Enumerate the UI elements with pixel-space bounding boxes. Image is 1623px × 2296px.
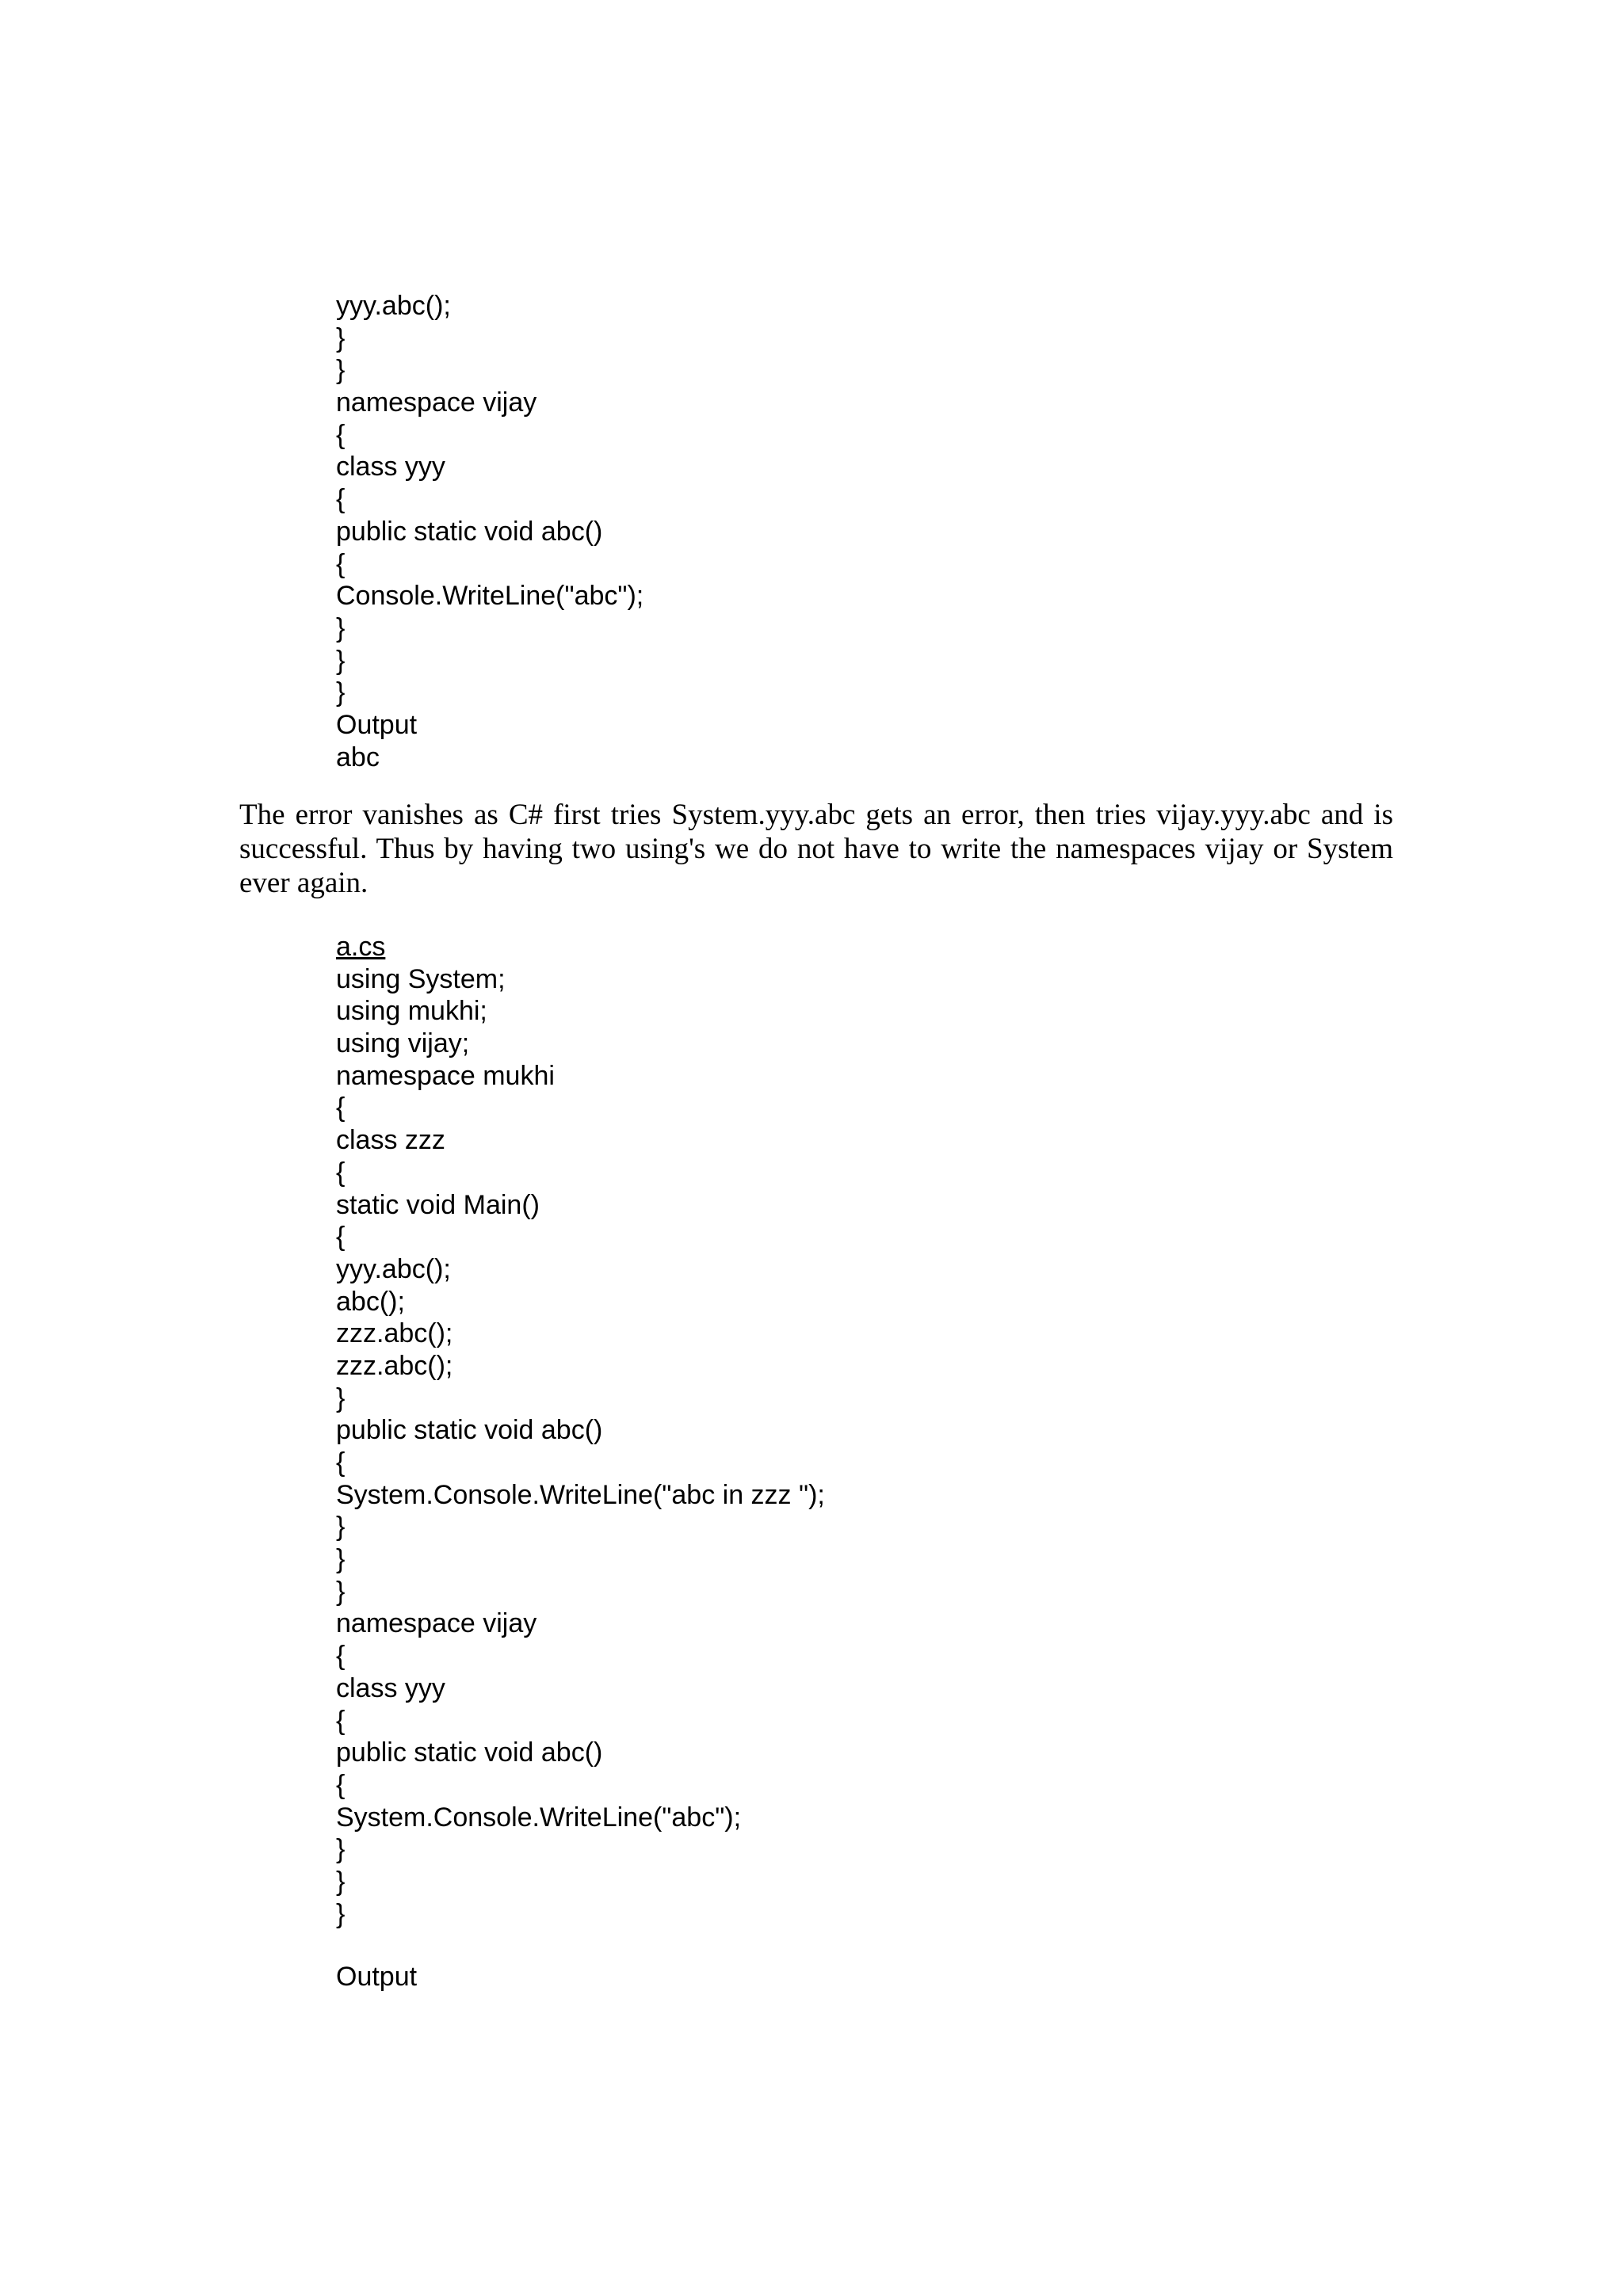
output-heading: Output <box>336 709 418 740</box>
code-line: yyy.abc(); <box>336 1253 451 1284</box>
code-listing-continued <box>336 290 643 773</box>
code-line: } <box>336 645 346 676</box>
code-line: { <box>336 1157 346 1188</box>
file-name-heading: a.cs <box>336 932 386 962</box>
code-line: namespace vijay <box>336 387 537 418</box>
code-line: System.Console.WriteLine("abc in zzz "); <box>336 1479 825 1510</box>
code-line: using mukhi; <box>336 996 487 1027</box>
code-line: } <box>336 355 346 386</box>
code-line: using System; <box>336 963 506 994</box>
code-line: { <box>336 1222 346 1253</box>
code-line: { <box>336 1705 346 1736</box>
code-line: } <box>336 1383 346 1413</box>
code-line: } <box>336 1544 346 1575</box>
code-line: class yyy <box>336 452 445 482</box>
code-line: { <box>336 548 346 579</box>
code-line: { <box>336 1641 346 1672</box>
code-line: System.Console.WriteLine("abc"); <box>336 1802 742 1833</box>
code-line: } <box>336 1866 346 1897</box>
code-line: class zzz <box>336 1125 445 1156</box>
code-line: public static void abc() <box>336 1415 603 1446</box>
code-line: zzz.abc(); <box>336 1350 453 1381</box>
code-line: } <box>336 677 346 708</box>
code-line: zzz.abc(); <box>336 1318 453 1349</box>
explanation-paragraph: The error vanishes as C# first tries System.yyy.abc gets an error, then tries vijay.yyy.abc and is successful. Thus by having two using's we do not have to write the namespaces vijay or System ever again. <box>239 799 1393 899</box>
code-line: namespace vijay <box>336 1608 537 1639</box>
output-heading: Output <box>336 1962 418 1992</box>
code-line: } <box>336 1834 346 1865</box>
code-line: } <box>336 322 346 353</box>
code-line: { <box>336 484 346 515</box>
code-line: Console.WriteLine("abc"); <box>336 581 644 612</box>
code-line: { <box>336 1769 346 1800</box>
code-line: public static void abc() <box>336 1737 603 1768</box>
code-line: { <box>336 1093 346 1123</box>
code-line: } <box>336 1512 346 1543</box>
code-line: public static void abc() <box>336 516 603 547</box>
code-line: yyy.abc(); <box>336 291 451 321</box>
code-line: { <box>336 1447 346 1478</box>
code-line: } <box>336 1576 346 1607</box>
code-line: } <box>336 612 346 643</box>
code-line: namespace mukhi <box>336 1060 555 1091</box>
code-line: using vijay; <box>336 1028 470 1059</box>
code-line: class yyy <box>336 1672 445 1703</box>
output-value: abc <box>336 742 380 772</box>
code-line: } <box>336 1898 346 1929</box>
code-line: abc(); <box>336 1286 405 1317</box>
code-line: { <box>336 419 346 450</box>
code-listing-a-cs <box>336 931 825 1930</box>
code-line: static void Main() <box>336 1189 540 1220</box>
